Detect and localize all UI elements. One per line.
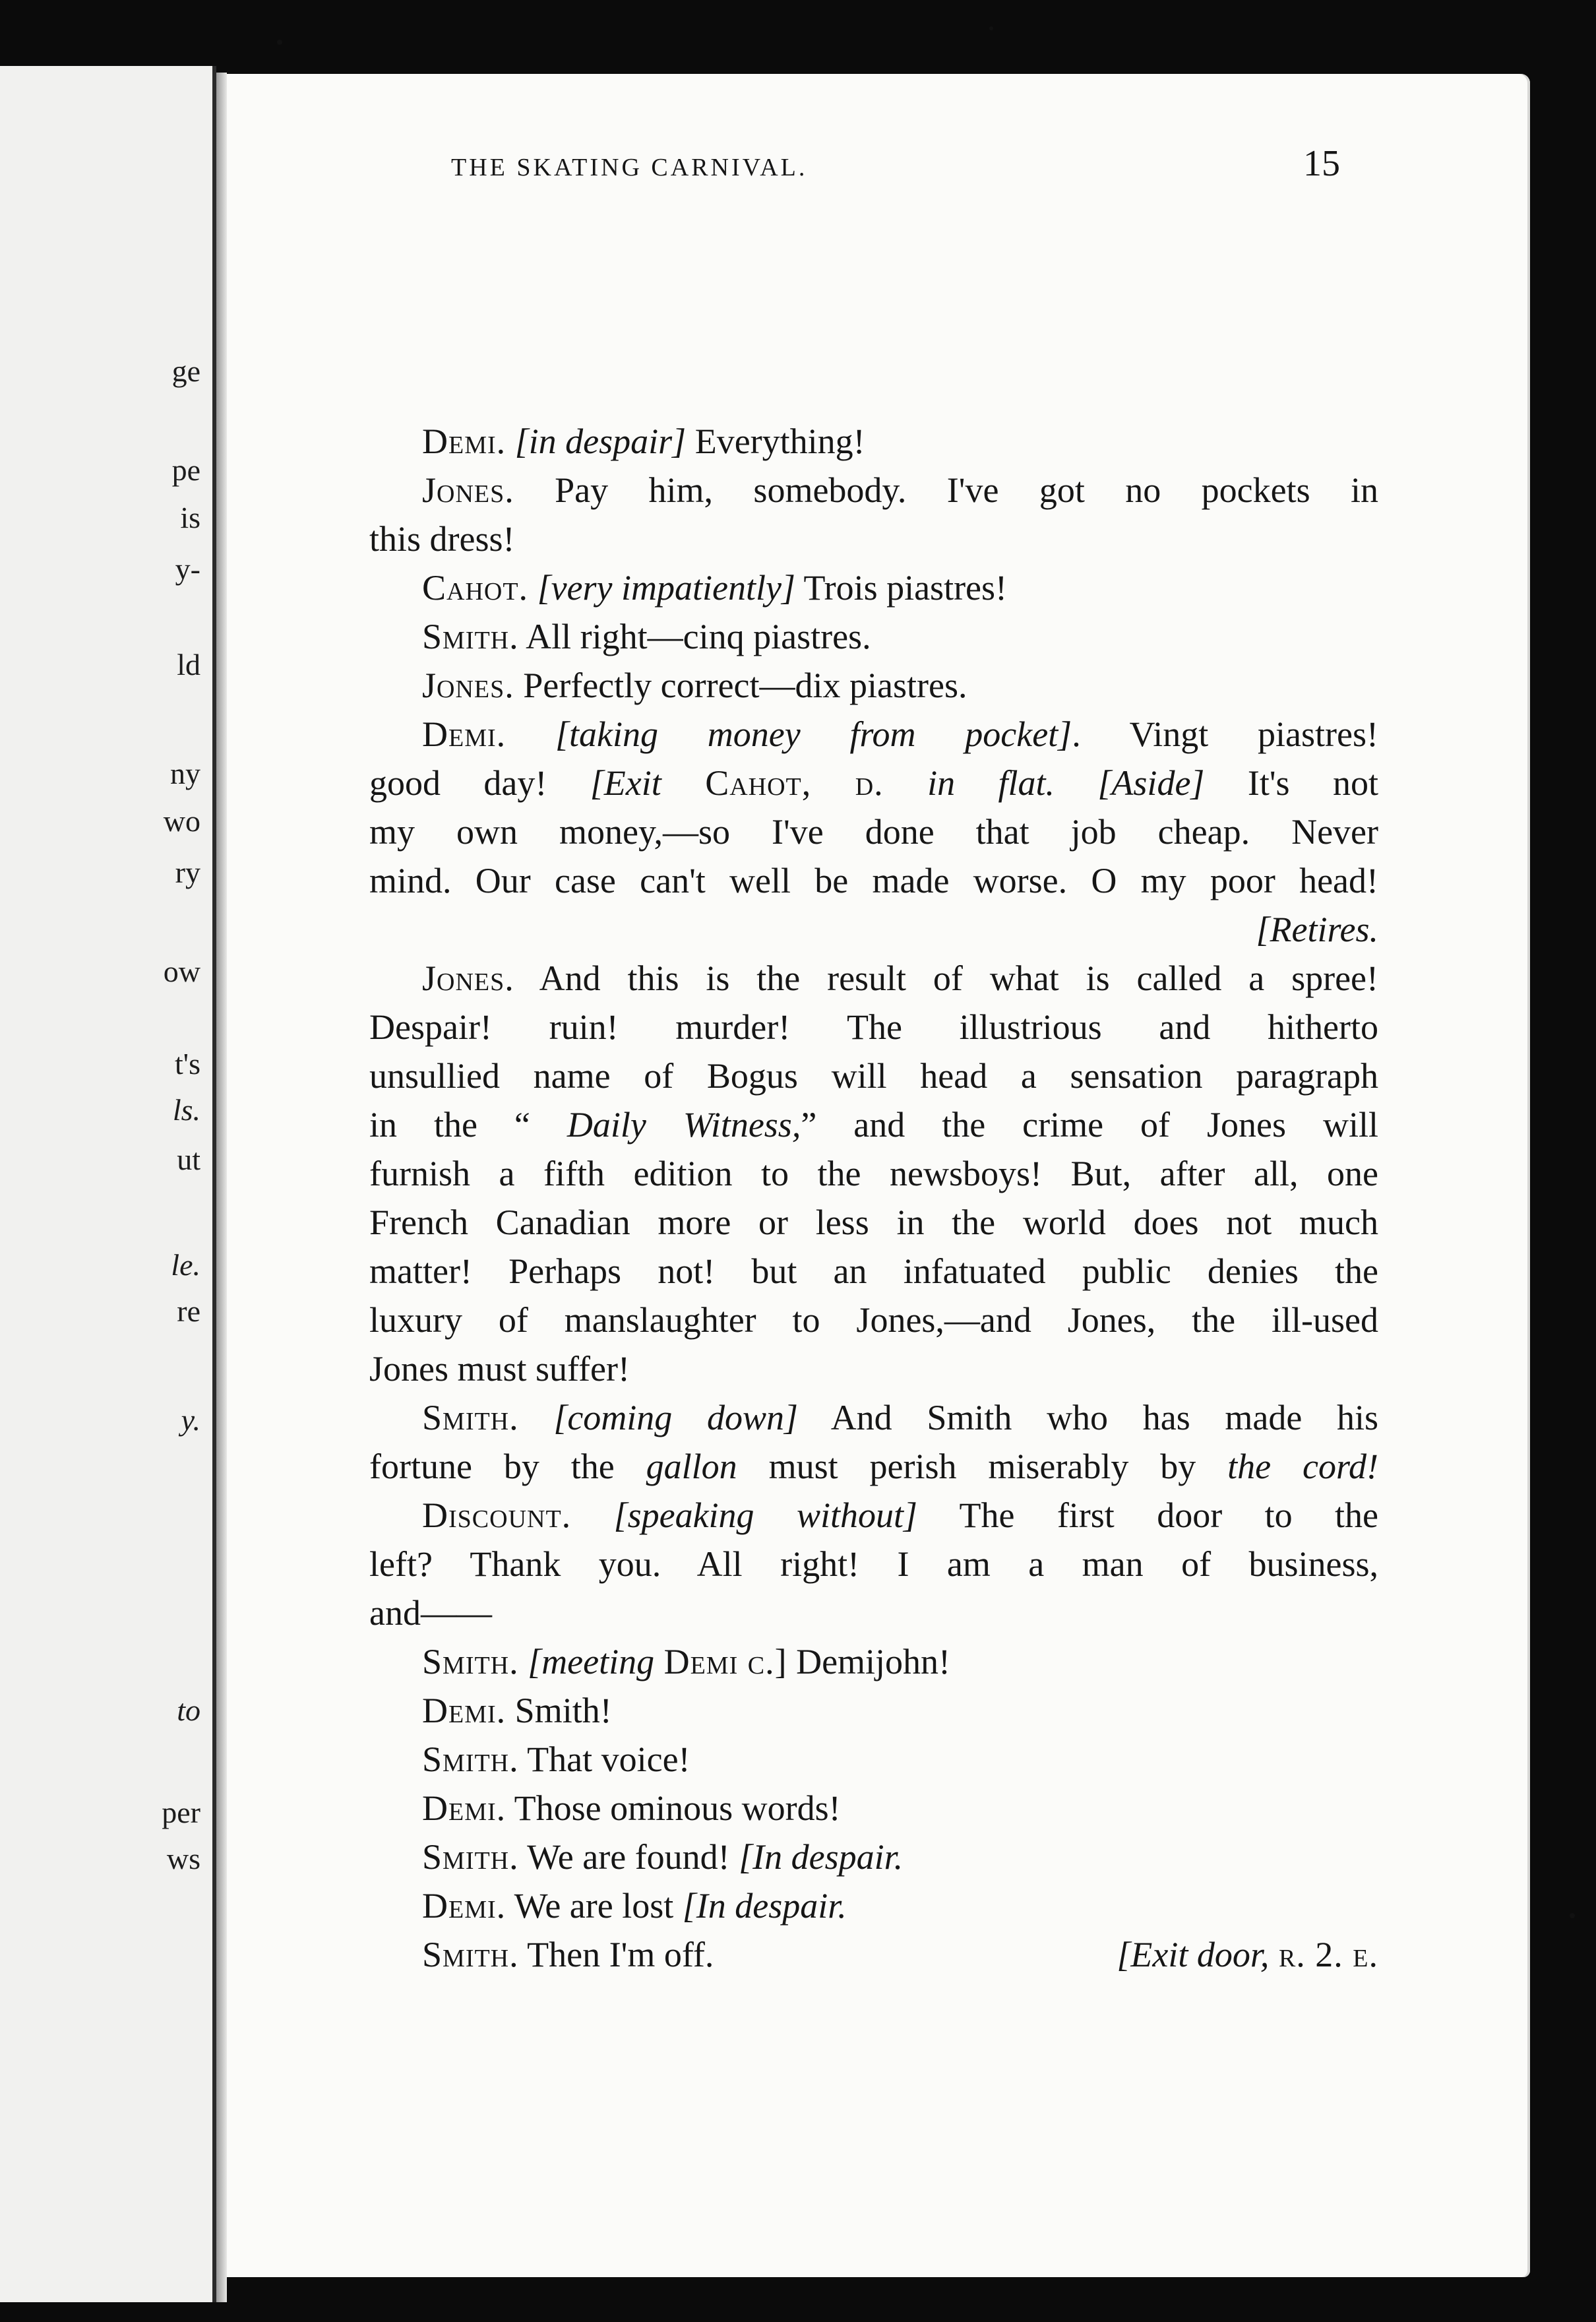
dialogue-line <box>369 1393 1378 1442</box>
scan-speck <box>277 40 282 45</box>
dialogue-line <box>369 856 1378 905</box>
stage-direction: [Exit <box>590 763 661 803</box>
dialogue-text: All right—cinq piastres. <box>518 617 871 656</box>
facing-page-text-fragment: is <box>180 501 200 534</box>
dialogue-text: Then I'm off. <box>518 1935 714 1974</box>
facing-page-text-fragment: ld <box>177 648 200 681</box>
dialogue-text <box>1055 763 1097 803</box>
dialogue-text: this dress! <box>369 519 515 559</box>
stage-direction: [In despair. <box>682 1886 847 1926</box>
speaker-name: Discount. <box>422 1495 572 1535</box>
stage-position: d. <box>855 763 928 803</box>
dialogue-text: And Smith who has made his <box>798 1398 1379 1437</box>
dialogue-text: my own money,—so I've done that job cheap. Never <box>369 812 1378 852</box>
dialogue-line <box>369 1588 1378 1637</box>
dialogue-line <box>369 1296 1378 1344</box>
dialogue-text: We are found! <box>518 1837 739 1877</box>
dialogue-text: Demijohn! <box>787 1642 951 1681</box>
dialogue-line <box>369 1540 1378 1588</box>
dialogue-text: The first door to the <box>917 1495 1378 1535</box>
scan-speck <box>1570 1913 1575 1918</box>
dialogue-line <box>369 1491 1378 1540</box>
dialogue-text: fortune by the <box>369 1447 646 1486</box>
dialogue-text: . Vingt piastres! <box>1072 714 1378 754</box>
speaker-name: Jones. <box>422 958 514 998</box>
dialogue-text: in the “ <box>369 1105 567 1145</box>
dialogue-text: furnish a fifth edition to the newsboys! But, after all, one <box>369 1154 1378 1193</box>
dialogue-line <box>369 710 1378 759</box>
dialogue-text: matter! Perhaps not! but an infatuated public denies the <box>369 1251 1378 1291</box>
facing-page-text-fragment: per <box>162 1796 200 1829</box>
facing-page-fragment <box>0 66 216 2302</box>
dialogue-text: mind. Our case can't well be made worse. O my poor head! <box>369 861 1378 900</box>
dialogue-line <box>369 563 1378 612</box>
stage-direction: [in despair] <box>514 422 687 461</box>
dialogue-text: French Canadian more or less in the world does not much <box>369 1203 1378 1242</box>
dialogue-text: good day! <box>369 763 590 803</box>
dialogue-line <box>369 1344 1378 1393</box>
page-number: 15 <box>1303 143 1340 184</box>
speaker-name: Smith. <box>422 617 519 656</box>
facing-page-text-fragment: pe <box>171 453 200 487</box>
dialogue-line <box>369 1930 1378 1979</box>
facing-page-text-fragment: y- <box>175 552 200 586</box>
dialogue-text: Those ominous words! <box>506 1788 841 1828</box>
dialogue-line <box>369 612 1378 661</box>
facing-page-text-fragment: re <box>177 1294 200 1328</box>
dialogue-text: and—— <box>369 1593 492 1633</box>
facing-page-text-fragment: ut <box>177 1143 200 1176</box>
facing-page-text-fragment: ow <box>163 955 200 988</box>
dialogue-line <box>369 905 1378 954</box>
dialogue-line <box>369 1149 1378 1198</box>
facing-page-text-fragment: ry <box>175 856 200 889</box>
dialogue-line <box>369 1442 1378 1491</box>
dialogue-line <box>369 1833 1378 1881</box>
stage-direction: [coming down] <box>553 1398 798 1437</box>
speaker-name: Demi. <box>422 422 506 461</box>
dialogue-line <box>369 807 1378 856</box>
dialogue-line <box>369 1637 1378 1686</box>
facing-page-text-fragment: ws <box>166 1842 200 1875</box>
dialogue-line <box>369 1247 1378 1296</box>
stage-direction: [very impatiently] <box>537 568 795 608</box>
dialogue-text: Smith! <box>506 1691 612 1730</box>
stage-direction: in flat. <box>927 763 1055 803</box>
dialogue-line <box>369 759 1378 807</box>
dialogue-line <box>369 1735 1378 1784</box>
stage-direction: [Exit door, <box>1117 1935 1270 1974</box>
facing-page-text-fragment: le. <box>171 1248 200 1282</box>
speaker-name: Jones. <box>422 666 514 705</box>
dialogue-text: And this is the result of what is called a spree! <box>514 958 1378 998</box>
book-gutter <box>216 73 227 2302</box>
dialogue-line <box>369 1051 1378 1100</box>
character-name: Demi <box>654 1642 748 1681</box>
speaker-name: Smith. <box>422 1740 519 1779</box>
speaker-name: Smith. <box>422 1935 519 1974</box>
speaker-name: Smith. <box>422 1642 519 1681</box>
book-page <box>227 74 1530 2277</box>
dialogue-line <box>369 515 1378 563</box>
dialogue-text: left? Thank you. All right! I am a man of business, <box>369 1544 1378 1584</box>
dialogue-text: luxury of manslaughter to Jones,—and Jones, the ill-used <box>369 1300 1378 1340</box>
dialogue-text: unsullied name of Bogus will head a sensation paragraph <box>369 1056 1378 1096</box>
dialogue-text: must perish miserably by <box>737 1447 1228 1486</box>
scan-speck <box>989 26 993 30</box>
play-text <box>369 417 1378 1979</box>
facing-page-text-fragment: wo <box>163 804 200 838</box>
speaker-name: Demi. <box>422 1691 506 1730</box>
newspaper-title: Daily Witness, <box>567 1105 801 1145</box>
dialogue-text: Pay him, somebody. I've got no pockets in <box>514 470 1378 510</box>
speaker-name: Smith. <box>422 1837 519 1877</box>
emphasis: the cord! <box>1227 1447 1378 1486</box>
dialogue-text: Jones must suffer! <box>369 1349 630 1389</box>
dialogue-line <box>369 661 1378 710</box>
dialogue-text: ” and the crime of Jones will <box>801 1105 1378 1145</box>
running-title: THE SKATING CARNIVAL. <box>451 154 808 181</box>
stage-direction: [In despair. <box>739 1837 904 1877</box>
speaker-name: Smith. <box>422 1398 519 1437</box>
dialogue-line <box>369 954 1378 1003</box>
facing-page-text-fragment: ge <box>171 354 200 388</box>
stage-direction: [Retires. <box>1256 910 1378 949</box>
speaker-name: Cahot. <box>422 568 529 608</box>
dialogue-line <box>369 1003 1378 1051</box>
dialogue-line <box>369 1100 1378 1149</box>
stage-direction: [Aside] <box>1097 763 1205 803</box>
dialogue-text: Perfectly correct—dix piastres. <box>514 666 967 705</box>
dialogue-text: Everything! <box>686 422 865 461</box>
facing-page-text-fragment: to <box>177 1693 200 1727</box>
emphasis: gallon <box>646 1447 737 1486</box>
character-name: Cahot, <box>661 763 855 803</box>
stage-direction: [speaking without] <box>613 1495 918 1535</box>
facing-page-text-fragment: y. <box>181 1403 200 1437</box>
facing-page-text-fragment: ls. <box>172 1093 200 1127</box>
stage-position: r. 2. e. <box>1269 1935 1378 1974</box>
speaker-name: Jones. <box>422 470 514 510</box>
dialogue-line <box>369 1784 1378 1833</box>
dialogue-line <box>369 1881 1378 1930</box>
dialogue-line <box>369 1198 1378 1247</box>
facing-page-text-fragment: t's <box>175 1047 200 1081</box>
stage-direction: [meeting <box>528 1642 655 1681</box>
speaker-name: Demi. <box>422 1788 506 1828</box>
stage-direction: [taking money from pocket] <box>555 714 1072 754</box>
dialogue-text: Trois piastres! <box>795 568 1008 608</box>
stage-position: c.] <box>747 1642 787 1681</box>
speaker-name: Demi. <box>422 1886 506 1926</box>
speaker-name: Demi. <box>422 714 506 754</box>
dialogue-text: That voice! <box>518 1740 691 1779</box>
dialogue-text: We are lost <box>506 1886 683 1926</box>
dialogue-line <box>369 466 1378 515</box>
dialogue-line <box>369 1686 1378 1735</box>
dialogue-text: Despair! ruin! murder! The illustrious and hitherto <box>369 1007 1378 1047</box>
facing-page-text-fragment: ny <box>170 757 200 790</box>
dialogue-line <box>369 417 1378 466</box>
dialogue-text: It's not <box>1204 763 1378 803</box>
